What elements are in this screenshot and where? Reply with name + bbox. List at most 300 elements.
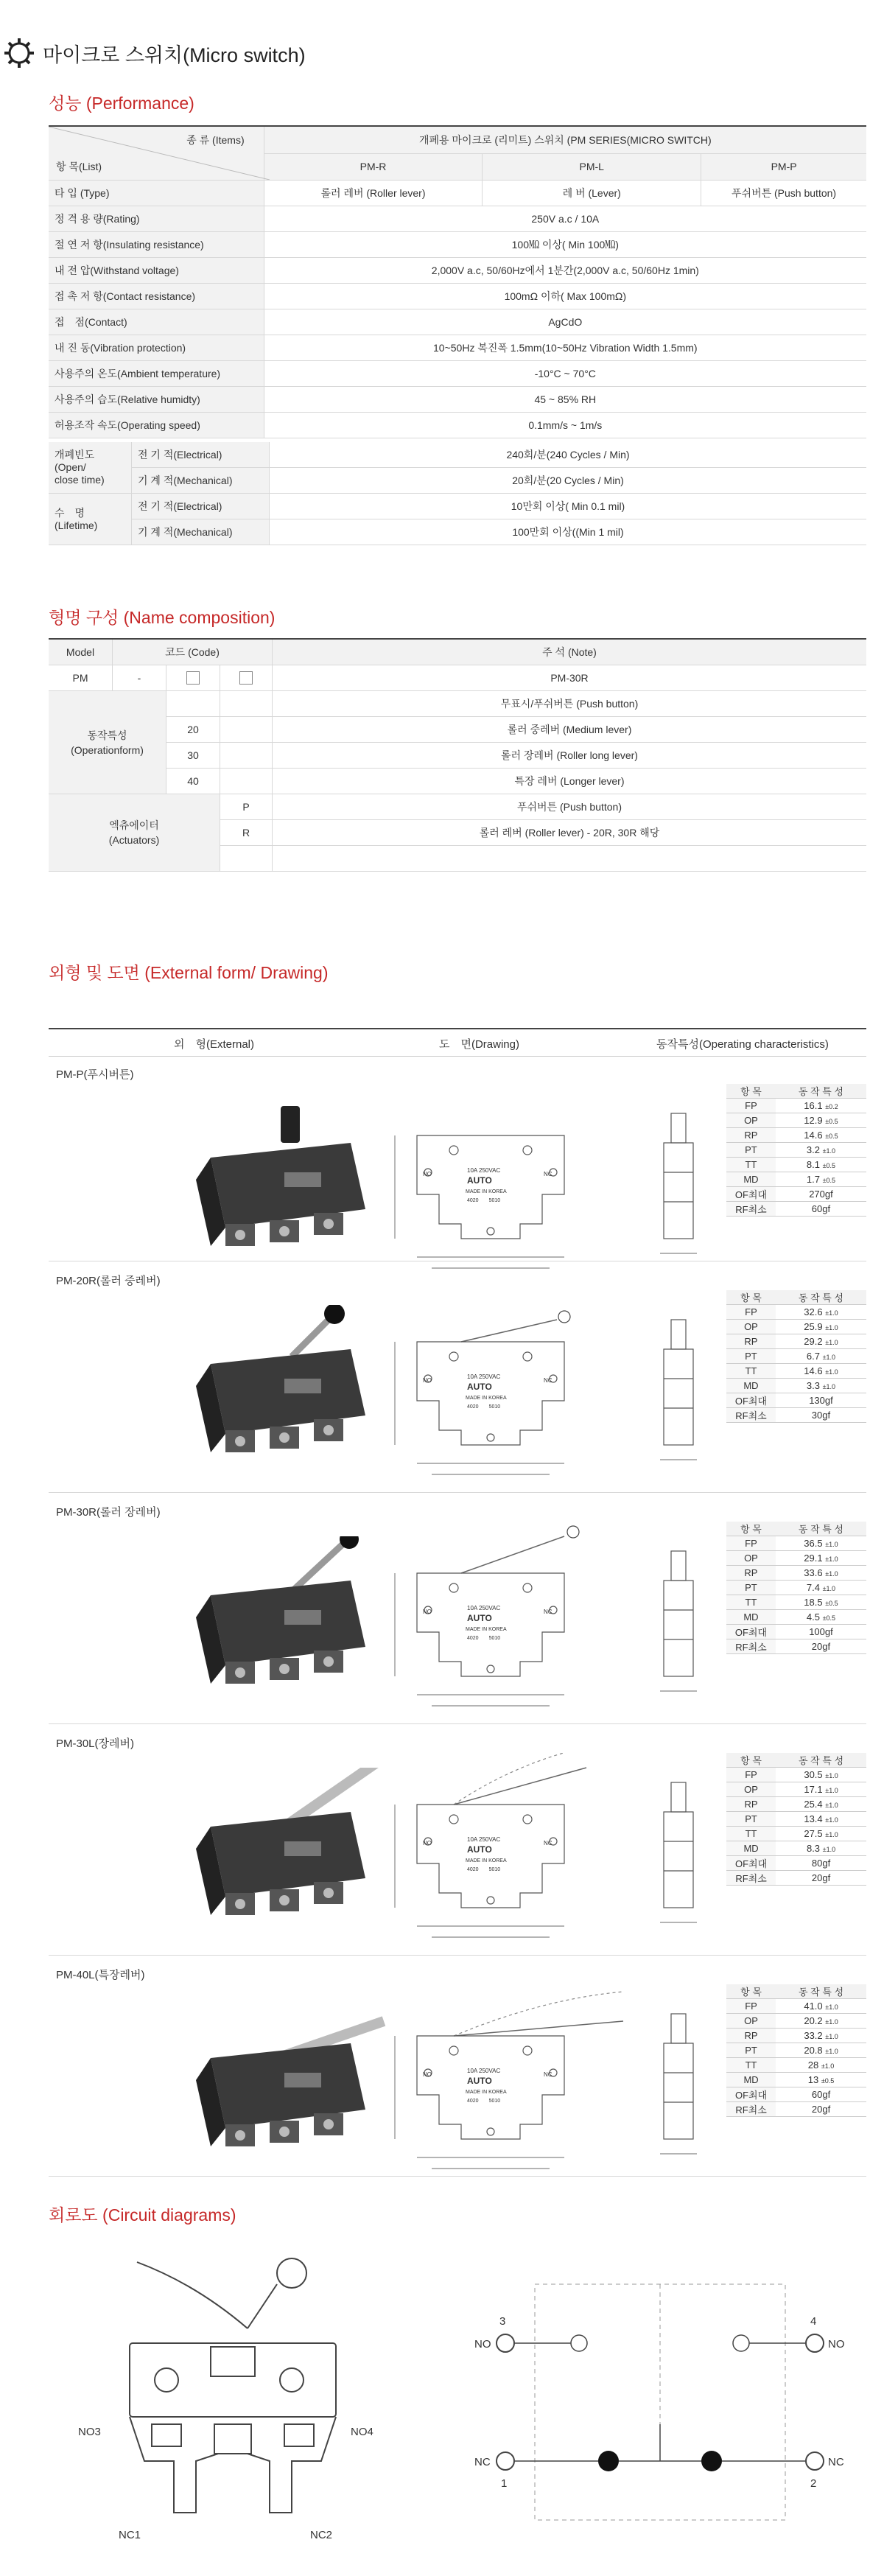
chr-head-value: 동 작 특 성 xyxy=(776,1984,866,1999)
char-row xyxy=(726,2087,866,2102)
op-note: 무표시/푸쉬버튼 (Push button) xyxy=(273,691,867,717)
char-row xyxy=(726,1379,866,1393)
drawing-rating: 10A 250VAC xyxy=(467,1836,501,1843)
char-row xyxy=(726,1782,866,1797)
technical-drawing xyxy=(373,1084,638,1283)
technical-drawing xyxy=(373,1984,638,2183)
char-item: TT xyxy=(726,1595,776,1610)
char-item: OP xyxy=(726,1782,776,1797)
drawing-models: 4020 5010 xyxy=(467,1867,501,1872)
char-value: 30.5 xyxy=(804,1769,823,1780)
drawing-nc: NC xyxy=(544,1840,552,1847)
col-drawing: 도 면(Drawing) xyxy=(439,1038,519,1051)
char-tol: ±0.5 xyxy=(825,1600,838,1607)
char-value: 20gf xyxy=(811,2104,831,2115)
char-value: 18.5 xyxy=(804,1597,823,1608)
drawing-made: MADE IN KOREA xyxy=(466,2090,507,2095)
product-row xyxy=(49,1054,866,1261)
spec-value: 2,000V a.c, 50/60Hz에서 1분간(2,000V a.c, 50/60Hz 1min) xyxy=(264,258,866,284)
char-value: 27.5 xyxy=(804,1828,823,1839)
label-nc2: NC2 xyxy=(310,2529,333,2541)
char-item: MD xyxy=(726,1610,776,1625)
chr-head-item: 항 목 xyxy=(726,1084,776,1099)
external-header xyxy=(49,1028,866,1057)
spec-value: 100㏁ 이상( Min 100㏁) xyxy=(264,232,866,258)
name-table xyxy=(49,638,866,872)
contact-no-left xyxy=(571,2335,587,2351)
char-row xyxy=(726,2102,866,2117)
product-row xyxy=(49,1955,866,2177)
char-value: 32.6 xyxy=(804,1306,823,1317)
char-item: FP xyxy=(726,1305,776,1320)
char-row xyxy=(726,1768,866,1782)
char-value: 33.6 xyxy=(804,1567,823,1578)
op-note: 특장 레버 (Longer lever) xyxy=(273,769,867,794)
external-title: 외형 및 도면 (External form/ Drawing) xyxy=(49,963,329,982)
terminal-no3 xyxy=(497,2334,514,2352)
char-row xyxy=(726,1143,866,1158)
drawing-no: NO xyxy=(423,1171,432,1177)
char-value: 4.5 xyxy=(806,1611,820,1623)
life-label: 수 명 (Lifetime) xyxy=(49,494,132,545)
label-no3: NO3 xyxy=(78,2426,101,2438)
drawing-nc: NC xyxy=(544,1377,552,1384)
char-value: 13 xyxy=(807,2074,819,2085)
char-value: 8.3 xyxy=(806,1843,821,1854)
chr-head-item: 항 목 xyxy=(726,1522,776,1536)
char-row xyxy=(726,1128,866,1143)
label-no4: NO4 xyxy=(351,2426,373,2438)
label-nc1: NC1 xyxy=(119,2529,141,2541)
char-row xyxy=(726,1639,866,1654)
type-pm-p: 푸쉬버튼 (Push button) xyxy=(701,181,866,206)
head-list: 항 목(List) xyxy=(56,161,102,172)
char-row xyxy=(726,2029,866,2043)
char-row xyxy=(726,1187,866,1202)
op-code: 30 xyxy=(166,743,220,769)
char-tol: ±1.0 xyxy=(825,1787,838,1794)
char-row xyxy=(726,2058,866,2073)
drawing-no: NO xyxy=(423,1377,432,1384)
char-tol: ±0.2 xyxy=(825,1103,838,1110)
char-item: OF최대 xyxy=(726,2087,776,2102)
product-name: PM-30R(롤러 장레버) xyxy=(56,1506,161,1519)
char-tol: ±1.0 xyxy=(821,2062,835,2070)
drawing-models: 4020 5010 xyxy=(467,1198,501,1203)
drawing-brand: AUTO xyxy=(467,2076,492,2086)
product-name: PM-30L(장레버) xyxy=(56,1737,134,1750)
drawing-no: NO xyxy=(423,1609,432,1615)
char-value: 60gf xyxy=(811,2089,831,2100)
contact-no-right xyxy=(733,2335,749,2351)
circuit-diagrams xyxy=(49,2240,866,2564)
performance-table xyxy=(49,125,866,438)
chr-head-item: 항 목 xyxy=(726,1753,776,1768)
char-item: RP xyxy=(726,1797,776,1812)
char-tol: ±0.5 xyxy=(822,1177,836,1184)
char-value: 3.3 xyxy=(806,1380,820,1391)
char-row xyxy=(726,1812,866,1827)
char-row xyxy=(726,1551,866,1566)
char-value: 12.9 xyxy=(804,1115,823,1126)
spec-value: 10~50Hz 복진폭 1.5mm(10~50Hz Vibration Width 1.5mm) xyxy=(264,335,866,361)
char-row xyxy=(726,1625,866,1639)
drawing-nc: NC xyxy=(544,1609,552,1615)
drawing-models: 4020 5010 xyxy=(467,2099,501,2104)
char-row xyxy=(726,1364,866,1379)
char-tol: ±1.0 xyxy=(822,1846,836,1853)
spec-label: 허용조작 속도(Operating speed) xyxy=(49,413,264,438)
char-tol: ±1.0 xyxy=(822,1147,836,1155)
char-row xyxy=(726,1393,866,1408)
technical-drawing xyxy=(373,1290,638,1489)
act-code: R xyxy=(220,820,273,846)
num-3: 3 xyxy=(499,2315,506,2328)
product-photo xyxy=(181,1999,387,2161)
terminal-no4 xyxy=(806,2334,824,2352)
char-value: 29.2 xyxy=(804,1336,823,1347)
char-tol: ±1.0 xyxy=(822,1585,836,1592)
char-item: RF최소 xyxy=(726,2102,776,2117)
char-item: FP xyxy=(726,1999,776,2014)
char-row xyxy=(726,1099,866,1113)
spec-label: 사용주의 습도(Relative humidty) xyxy=(49,387,264,413)
char-row xyxy=(726,1305,866,1320)
head-series: 개폐용 마이크로 (리미트) 스위치 (PM SERIES(MICRO SWITCH) xyxy=(264,126,866,153)
product-row xyxy=(49,1492,866,1724)
code-head: 코드 (Code) xyxy=(113,639,273,665)
product-row xyxy=(49,1723,866,1956)
switch-cutaway xyxy=(130,2258,336,2513)
char-item: MD xyxy=(726,1379,776,1393)
char-item: TT xyxy=(726,1364,776,1379)
char-value: 36.5 xyxy=(804,1538,823,1549)
char-row xyxy=(726,1566,866,1581)
char-value: 7.4 xyxy=(806,1582,820,1593)
char-tol: ±1.0 xyxy=(825,1802,838,1809)
freq-value: 20회/분(20 Cycles / Min) xyxy=(270,468,867,494)
freq-label: 개폐빈도 (Open/ close time) xyxy=(49,442,132,494)
act-note: 롤러 레버 (Roller lever) - 20R, 30R 해당 xyxy=(273,820,867,846)
char-row xyxy=(726,1797,866,1812)
model-value: PM xyxy=(49,665,113,691)
char-tol: ±1.0 xyxy=(825,2048,838,2055)
label-nc-right: NC xyxy=(828,2456,844,2468)
header-corner xyxy=(49,126,264,181)
char-value: 13.4 xyxy=(804,1813,823,1824)
char-row xyxy=(726,1827,866,1841)
drawing-brand: AUTO xyxy=(467,1175,492,1186)
char-tol: ±0.5 xyxy=(822,1614,836,1622)
chr-head-value: 동 작 특 성 xyxy=(776,1753,866,1768)
side-view-drawing xyxy=(653,1099,704,1268)
chr-head-value: 동 작 특 성 xyxy=(776,1084,866,1099)
drawing-made: MADE IN KOREA xyxy=(466,1858,507,1863)
char-row xyxy=(726,1595,866,1610)
spec-value: 250V a.c / 10A xyxy=(264,206,866,232)
char-value: 30gf xyxy=(811,1410,831,1421)
side-view-drawing xyxy=(653,1536,704,1706)
char-value: 16.1 xyxy=(804,1100,823,1111)
char-row xyxy=(726,1172,866,1187)
chr-head-item: 항 목 xyxy=(726,1290,776,1305)
char-value: 20gf xyxy=(811,1641,831,1652)
char-item: PT xyxy=(726,1581,776,1595)
drawing-no: NO xyxy=(423,2071,432,2078)
char-value: 14.6 xyxy=(804,1130,823,1141)
char-item: OF최대 xyxy=(726,1856,776,1871)
name-title: 형명 구성 (Name composition) xyxy=(49,608,276,627)
drawing-brand: AUTO xyxy=(467,1382,492,1392)
terminal-nc1 xyxy=(497,2452,514,2470)
char-tol: ±1.0 xyxy=(825,2033,838,2040)
char-tol: ±0.5 xyxy=(825,1118,838,1125)
model-pm-p: PM-P xyxy=(701,153,866,181)
char-row xyxy=(726,2073,866,2087)
characteristics-table xyxy=(726,1984,866,2117)
char-row xyxy=(726,2043,866,2058)
op-note: 롤러 중레버 (Medium lever) xyxy=(273,717,867,743)
char-value: 14.6 xyxy=(804,1365,823,1376)
technical-drawing xyxy=(373,1753,638,1952)
spec-label: 접 촉 저 항(Contact resistance) xyxy=(49,284,264,309)
char-value: 20.8 xyxy=(804,2045,823,2056)
spec-label: 절 연 저 항(Insulating resistance) xyxy=(49,232,264,258)
char-value: 28 xyxy=(807,2059,819,2071)
code-box xyxy=(239,671,253,685)
char-item: RP xyxy=(726,1566,776,1581)
char-tol: ±1.0 xyxy=(825,1772,838,1779)
char-row xyxy=(726,1581,866,1595)
char-item: FP xyxy=(726,1099,776,1113)
example: PM-30R xyxy=(273,665,867,691)
char-row xyxy=(726,1320,866,1334)
page-title: 마이크로 스위치(Micro switch) xyxy=(43,43,306,66)
chr-head-item: 항 목 xyxy=(726,1984,776,1999)
col-external: 외 형(External) xyxy=(174,1038,254,1051)
type-label: 타 입 (Type) xyxy=(49,181,264,206)
char-tol: ±1.0 xyxy=(825,1324,838,1331)
spec-value: AgCdO xyxy=(264,309,866,335)
char-item: PT xyxy=(726,1812,776,1827)
spec-label: 정 격 용 량(Rating) xyxy=(49,206,264,232)
label-nc-left: NC xyxy=(474,2456,491,2468)
char-item: RF최소 xyxy=(726,1408,776,1423)
product-photo xyxy=(181,1099,387,1261)
product-photo xyxy=(181,1768,387,1930)
char-item: PT xyxy=(726,2043,776,2058)
num-1: 1 xyxy=(501,2477,508,2490)
char-row xyxy=(726,1536,866,1551)
op-code xyxy=(166,691,220,717)
act-label: 엑츄에이터 (Actuators) xyxy=(49,794,220,872)
num-4: 4 xyxy=(810,2315,817,2328)
page-header xyxy=(3,37,306,69)
drawing-brand: AUTO xyxy=(467,1613,492,1623)
char-tol: ±1.0 xyxy=(825,1831,838,1838)
char-tol: ±1.0 xyxy=(825,1368,838,1376)
technical-drawing xyxy=(373,1522,638,1721)
char-value: 25.9 xyxy=(804,1321,823,1332)
performance-title: 성능 (Performance) xyxy=(49,94,194,113)
char-item: OF최대 xyxy=(726,1393,776,1408)
life-value: 10만회 이상( Min 0.1 mil) xyxy=(270,494,867,519)
char-row xyxy=(726,2014,866,2029)
drawing-made: MADE IN KOREA xyxy=(466,1396,507,1401)
char-row xyxy=(726,1610,866,1625)
drawing-made: MADE IN KOREA xyxy=(466,1189,507,1194)
char-item: OP xyxy=(726,1320,776,1334)
drawing-rating: 10A 250VAC xyxy=(467,2068,501,2074)
char-tol: ±1.0 xyxy=(825,1816,838,1824)
freq-sub: 전 기 적(Electrical) xyxy=(132,442,270,468)
char-item: MD xyxy=(726,1841,776,1856)
op-note: 롤러 장레버 (Roller long lever) xyxy=(273,743,867,769)
char-item: OP xyxy=(726,1551,776,1566)
char-tol: ±1.0 xyxy=(825,1309,838,1317)
char-tol: ±1.0 xyxy=(822,1354,836,1361)
char-row xyxy=(726,1113,866,1128)
op-code: 20 xyxy=(166,717,220,743)
drawing-nc: NC xyxy=(544,1171,552,1177)
characteristics-table xyxy=(726,1084,866,1217)
char-item: RP xyxy=(726,1334,776,1349)
char-tol: ±1.0 xyxy=(825,1570,838,1578)
head-items: 종 류 (Items) xyxy=(186,134,245,146)
circuit-svg xyxy=(49,2240,866,2564)
side-view-drawing xyxy=(653,1305,704,1474)
char-item: TT xyxy=(726,2058,776,2073)
drawing-rating: 10A 250VAC xyxy=(467,1605,501,1611)
product-name: PM-20R(롤러 중레버) xyxy=(56,1275,161,1287)
char-item: RF최소 xyxy=(726,1202,776,1217)
product-photo xyxy=(181,1536,387,1698)
product-photo xyxy=(181,1305,387,1467)
char-tol: ±1.0 xyxy=(825,1339,838,1346)
char-value: 100gf xyxy=(809,1626,833,1637)
product-name: PM-40L(특장레버) xyxy=(56,1969,145,1981)
char-value: 80gf xyxy=(811,1858,831,1869)
char-row xyxy=(726,1408,866,1423)
act-note: 푸쉬버튼 (Push button) xyxy=(273,794,867,820)
drawing-made: MADE IN KOREA xyxy=(466,1627,507,1632)
char-tol: ±1.0 xyxy=(825,2003,838,2011)
char-tol: ±1.0 xyxy=(825,1541,838,1548)
char-tol: ±0.5 xyxy=(821,2077,835,2085)
char-item: RF최소 xyxy=(726,1871,776,1886)
type-pm-r: 롤러 레버 (Roller lever) xyxy=(264,181,483,206)
spec-value: 100mΩ 이하( Max 100mΩ) xyxy=(264,284,866,309)
char-value: 6.7 xyxy=(806,1351,820,1362)
spec-label: 사용주의 온도(Ambient temperature) xyxy=(49,361,264,387)
label-no-left: NO xyxy=(474,2338,491,2351)
spec-label: 접 점(Contact) xyxy=(49,309,264,335)
gear-icon xyxy=(3,37,35,69)
char-value: 270gf xyxy=(809,1189,833,1200)
dash: - xyxy=(113,665,166,691)
terminal-nc2 xyxy=(806,2452,824,2470)
model-head: Model xyxy=(49,639,113,665)
drawing-models: 4020 5010 xyxy=(467,1636,501,1641)
char-value: 1.7 xyxy=(806,1174,820,1185)
char-item: RP xyxy=(726,2029,776,2043)
char-tol: ±1.0 xyxy=(822,1383,836,1390)
side-view-drawing xyxy=(653,1999,704,2169)
char-item: MD xyxy=(726,2073,776,2087)
cycle-table xyxy=(49,442,866,545)
char-value: 25.4 xyxy=(804,1799,823,1810)
characteristics-table xyxy=(726,1522,866,1654)
note-head: 주 석 (Note) xyxy=(273,639,867,665)
freq-value: 240회/분(240 Cycles / Min) xyxy=(270,442,867,468)
char-value: 20gf xyxy=(811,1872,831,1883)
char-tol: ±1.0 xyxy=(825,2018,838,2026)
characteristics-table xyxy=(726,1753,866,1886)
spec-value: -10°C ~ 70°C xyxy=(264,361,866,387)
drawing-models: 4020 5010 xyxy=(467,1404,501,1410)
char-item: PT xyxy=(726,1349,776,1364)
life-sub: 기 계 적(Mechanical) xyxy=(132,519,270,545)
drawing-no: NO xyxy=(423,1840,432,1847)
drawing-brand: AUTO xyxy=(467,1844,492,1855)
freq-sub: 기 계 적(Mechanical) xyxy=(132,468,270,494)
char-row xyxy=(726,1841,866,1856)
char-value: 41.0 xyxy=(804,2001,823,2012)
spec-label: 내 진 동(Vibration protection) xyxy=(49,335,264,361)
product-name: PM-P(푸시버튼) xyxy=(56,1068,134,1081)
model-pm-r: PM-R xyxy=(264,153,483,181)
char-item: RP xyxy=(726,1128,776,1143)
chr-head-value: 동 작 특 성 xyxy=(776,1522,866,1536)
char-value: 130gf xyxy=(809,1395,833,1406)
col-characteristics: 동작특성(Operating characteristics) xyxy=(656,1038,829,1051)
drawing-rating: 10A 250VAC xyxy=(467,1373,501,1380)
char-item: OF최대 xyxy=(726,1625,776,1639)
char-value: 8.1 xyxy=(806,1159,820,1170)
char-row xyxy=(726,1999,866,2014)
act-code xyxy=(220,846,273,872)
op-code: 40 xyxy=(166,769,220,794)
char-item: OP xyxy=(726,1113,776,1128)
char-value: 20.2 xyxy=(804,2015,823,2026)
label-no-right: NO xyxy=(828,2338,845,2351)
char-item: FP xyxy=(726,1768,776,1782)
side-view-drawing xyxy=(653,1768,704,1937)
char-item: PT xyxy=(726,1143,776,1158)
char-item: FP xyxy=(726,1536,776,1551)
spec-label: 내 전 압(Withstand voltage) xyxy=(49,258,264,284)
type-pm-l: 레 버 (Lever) xyxy=(483,181,701,206)
char-item: OF최대 xyxy=(726,1187,776,1202)
char-row xyxy=(726,1202,866,1217)
char-item: RF최소 xyxy=(726,1639,776,1654)
char-item: TT xyxy=(726,1827,776,1841)
char-value: 33.2 xyxy=(804,2030,823,2041)
char-value: 3.2 xyxy=(806,1144,820,1155)
spec-value: 0.1mm/s ~ 1m/s xyxy=(264,413,866,438)
life-sub: 전 기 적(Electrical) xyxy=(132,494,270,519)
drawing-nc: NC xyxy=(544,2071,552,2078)
char-row xyxy=(726,1871,866,1886)
char-tol: ±0.5 xyxy=(822,1162,836,1169)
char-item: MD xyxy=(726,1172,776,1187)
char-row xyxy=(726,1349,866,1364)
char-item: TT xyxy=(726,1158,776,1172)
product-row xyxy=(49,1261,866,1493)
char-row xyxy=(726,1334,866,1349)
characteristics-table xyxy=(726,1290,866,1423)
char-value: 29.1 xyxy=(804,1553,823,1564)
